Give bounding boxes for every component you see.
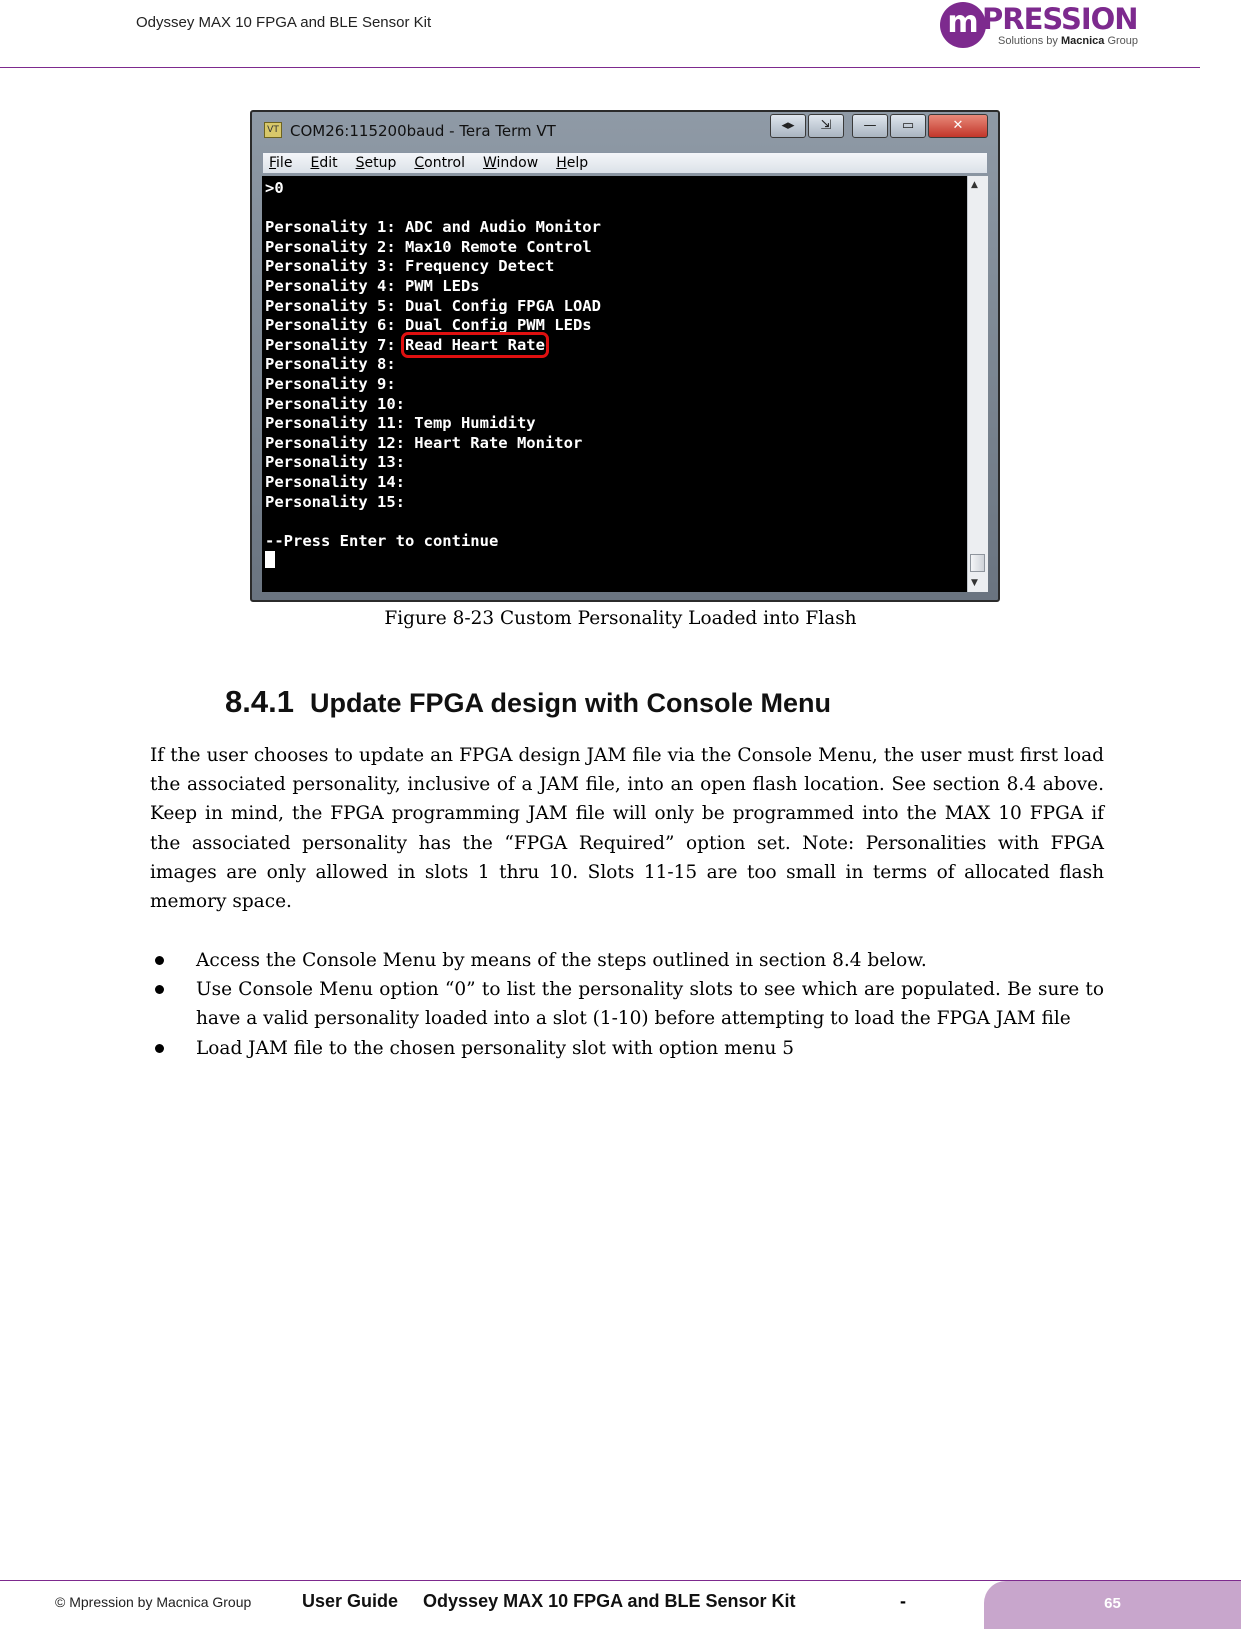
section-heading [225, 684, 831, 720]
page-number: 65 [984, 1581, 1241, 1629]
menu-setup[interactable]: Setup [355, 155, 397, 171]
mpression-logo [940, 2, 1145, 50]
menu-edit[interactable]: Edit [310, 155, 338, 171]
scroll-up-icon[interactable]: ▲ [971, 180, 978, 190]
popout-button[interactable]: ⇲ [808, 114, 844, 138]
document-header-title: Odyssey MAX 10 FPGA and BLE Sensor Kit [136, 14, 432, 31]
scrollbar-thumb[interactable] [970, 554, 985, 572]
tera-term-window [250, 110, 1000, 602]
switch-window-button[interactable]: ◂▸ [770, 114, 806, 138]
menu-control[interactable]: Control [414, 155, 465, 171]
list-item: Load JAM file to the chosen personality slot with option menu 5 [150, 1034, 1104, 1063]
personality-7-label: Personality 7: [265, 335, 405, 354]
window-titlebar [252, 112, 998, 152]
logo-mark: m [940, 2, 986, 48]
header-divider [0, 67, 1200, 68]
terminal-scrollbar[interactable] [967, 176, 988, 592]
maximize-button[interactable]: ▭ [890, 114, 926, 138]
continue-prompt: --Press Enter to continue [265, 531, 499, 550]
minimize-button[interactable]: — [852, 114, 888, 138]
logo-wordmark: PRESSION [982, 2, 1138, 36]
terminal-output[interactable] [262, 176, 967, 592]
scroll-down-icon[interactable]: ▼ [971, 578, 978, 588]
logo-tagline: Solutions by Macnica Group [998, 35, 1139, 47]
menu-window[interactable]: Window [482, 155, 539, 171]
personality-list-1-6: Personality 1: ADC and Audio Monitor Personality 2: Max10 Remote Control Personality 3: Frequency Detect Personality 4: PWM LEDs Personality 5: Dual Config FPGA LOAD Personality 6: Dual Config PWM LEDs [265, 218, 601, 335]
figure-caption: Figure 8-23 Custom Personality Loaded into Flash [384, 608, 857, 629]
window-title: COM26:115200baud - Tera Term VT [290, 122, 556, 140]
tera-term-app-icon[interactable]: VT [264, 122, 282, 138]
steps-list [150, 946, 1104, 1063]
section-title: Update FPGA design with Console Menu [309, 688, 831, 718]
terminal-menubar [262, 152, 988, 174]
list-item: Access the Console Menu by means of the steps outlined in section 8.4 below. [150, 946, 1104, 975]
footer-guide-title: User Guide Odyssey MAX 10 FPGA and BLE Sensor Kit [302, 1591, 796, 1611]
body-paragraph: If the user chooses to update an FPGA design JAM file via the Console Menu, the user must first load the associated personality, inclusive of a JAM file, into an open flash location. See section 8.4 above. Keep in mind, the FPGA programming JAM file will only be programmed into the MAX 10 FPGA if the associated personality has the “FPGA Required” option set. Note: Personalities with FPGA images are only allowed in slots 1 thru 10. Slots 11-15 are too small in terms of allocated flash memory space. [150, 745, 1104, 913]
text-cursor [265, 551, 275, 568]
highlighted-personality: Read Heart Rate [404, 335, 545, 354]
personality-list-8-15: Personality 8: Personality 9: Personality 10: Personality 11: Temp Humidity Personality 12: Heart Rate Monitor Personality 13: Personality 14: Personality 15: [265, 355, 583, 511]
menu-help[interactable]: Help [556, 155, 589, 171]
menu-file[interactable]: File [269, 155, 293, 171]
footer-copyright: © Mpression by Macnica Group [55, 1594, 252, 1610]
list-item: Use Console Menu option “0” to list the personality slots to see which are populated. Be sure to have a valid personality loaded into a slot (1-10) before attempting to load the FPGA JAM file [150, 975, 1104, 1033]
close-button[interactable]: ✕ [928, 114, 988, 138]
terminal-prompt: >0 [265, 179, 284, 197]
section-number: 8.4.1 [225, 684, 294, 719]
footer-dash: - [900, 1591, 906, 1611]
